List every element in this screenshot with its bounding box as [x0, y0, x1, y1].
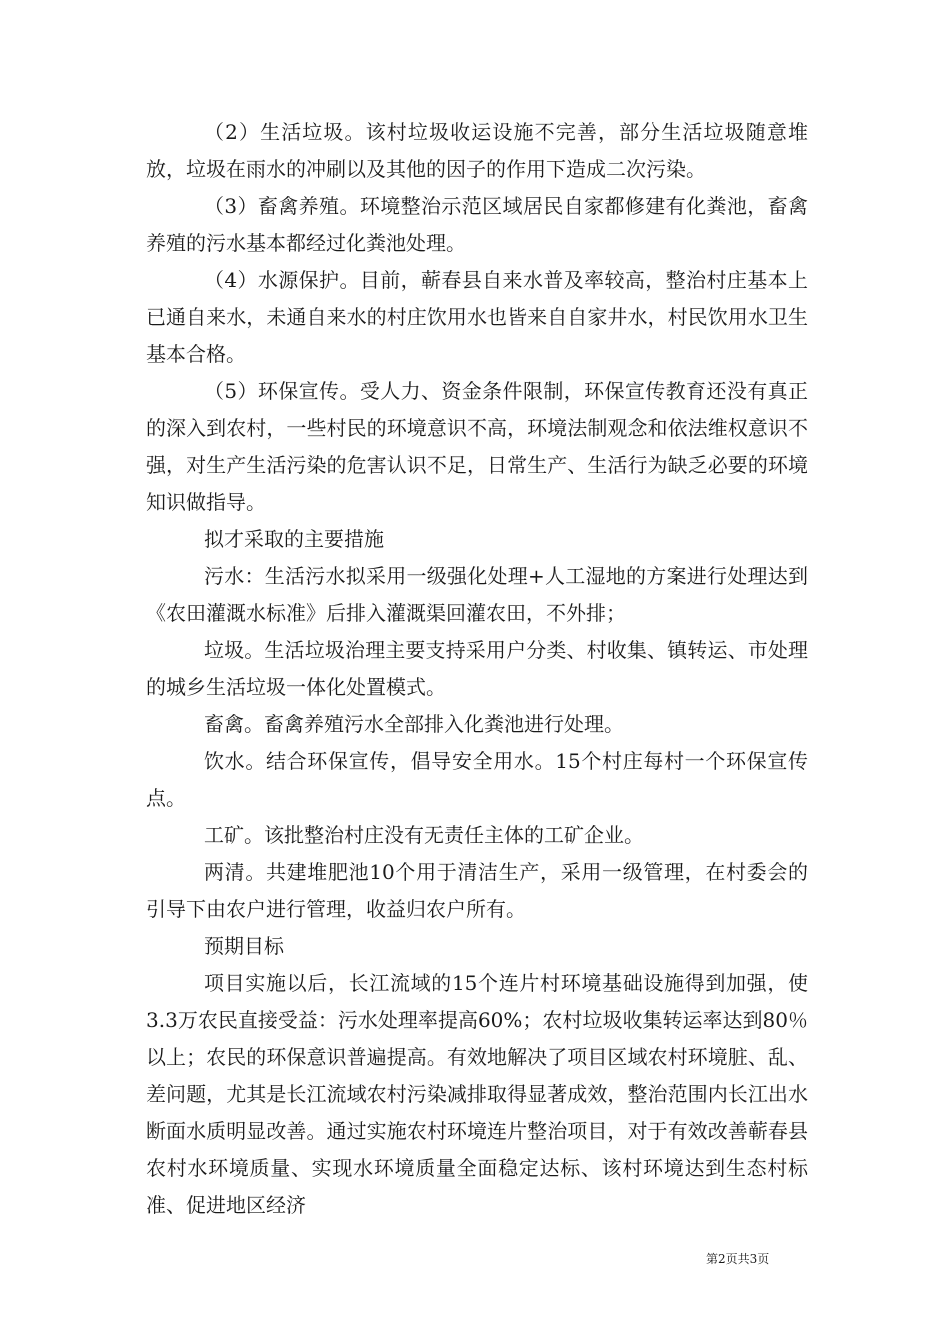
paragraph-domestic-garbage: （2）生活垃圾。该村垃圾收运设施不完善，部分生活垃圾随意堆放，垃圾在雨水的冲刷以及其他的因子的作用下造成二次污染。: [146, 120, 808, 181]
paragraph-drinking-water: 饮水。结合环保宣传，倡导安全用水。15个村庄每村一个环保宣传点。: [146, 749, 808, 810]
paragraph-industry-mining: 工矿。该批整治村庄没有无责任主体的工矿企业。: [204, 823, 644, 847]
document-body: [146, 114, 808, 1224]
section-heading-measures: 拟才采取的主要措施: [204, 527, 384, 551]
paragraph-two-cleanups: 两清。共建堆肥池10个用于清洁生产，采用一级管理，在村委会的引导下由农户进行管理，收益归农户所有。: [146, 860, 808, 921]
paragraph-garbage: 垃圾。生活垃圾治理主要支持采用户分类、村收集、镇转运、市处理的城乡生活垃圾一体化处置模式。: [146, 638, 808, 699]
page-number: 第2页共3页: [706, 1252, 770, 1266]
paragraph-env-publicity: （5）环保宣传。受人力、资金条件限制，环保宣传教育还没有真正的深入到农村，一些村民的环境意识不高，环境法制观念和依法维权意识不强，对生产生活污染的危害认识不足，日常生产、生活行为缺乏必要的环境知识做指导。: [146, 379, 808, 514]
paragraph-water-source: （4）水源保护。目前，蕲春县自来水普及率较高，整治村庄基本上已通自来水，未通自来水的村庄饮用水也皆来自自家井水，村民饮用水卫生基本合格。: [146, 268, 808, 366]
paragraph-expected-goals: 项目实施以后，长江流域的15个连片村环境基础设施得到加强，使3.3万农民直接受益：污水处理率提高60%；农村垃圾收集转运率达到80％以上；农民的环保意识普遍提高。有效地解决了项目区域农村环境脏、乱、差问题，尤其是长江流域农村污染减排取得显著成效，整治范围内长江出水断面水质明显改善。通过实施农村环境连片整治项目，对于有效改善蕲春县农村水环境质量、实现水环境质量全面稳定达标、该村环境达到生态村标准、促进地区经济: [146, 971, 808, 1217]
section-heading-goals: 预期目标: [204, 934, 284, 958]
paragraph-livestock-measure: 畜禽。畜禽养殖污水全部排入化粪池进行处理。: [204, 712, 624, 736]
paragraph-sewage: 污水：生活污水拟采用一级强化处理+人工湿地的方案进行处理达到《农田灌溉水标准》后排入灌溉渠回灌农田，不外排；: [146, 564, 808, 625]
paragraph-livestock: （3）畜禽养殖。环境整治示范区域居民自家都修建有化粪池，畜禽养殖的污水基本都经过化粪池处理。: [146, 194, 808, 255]
